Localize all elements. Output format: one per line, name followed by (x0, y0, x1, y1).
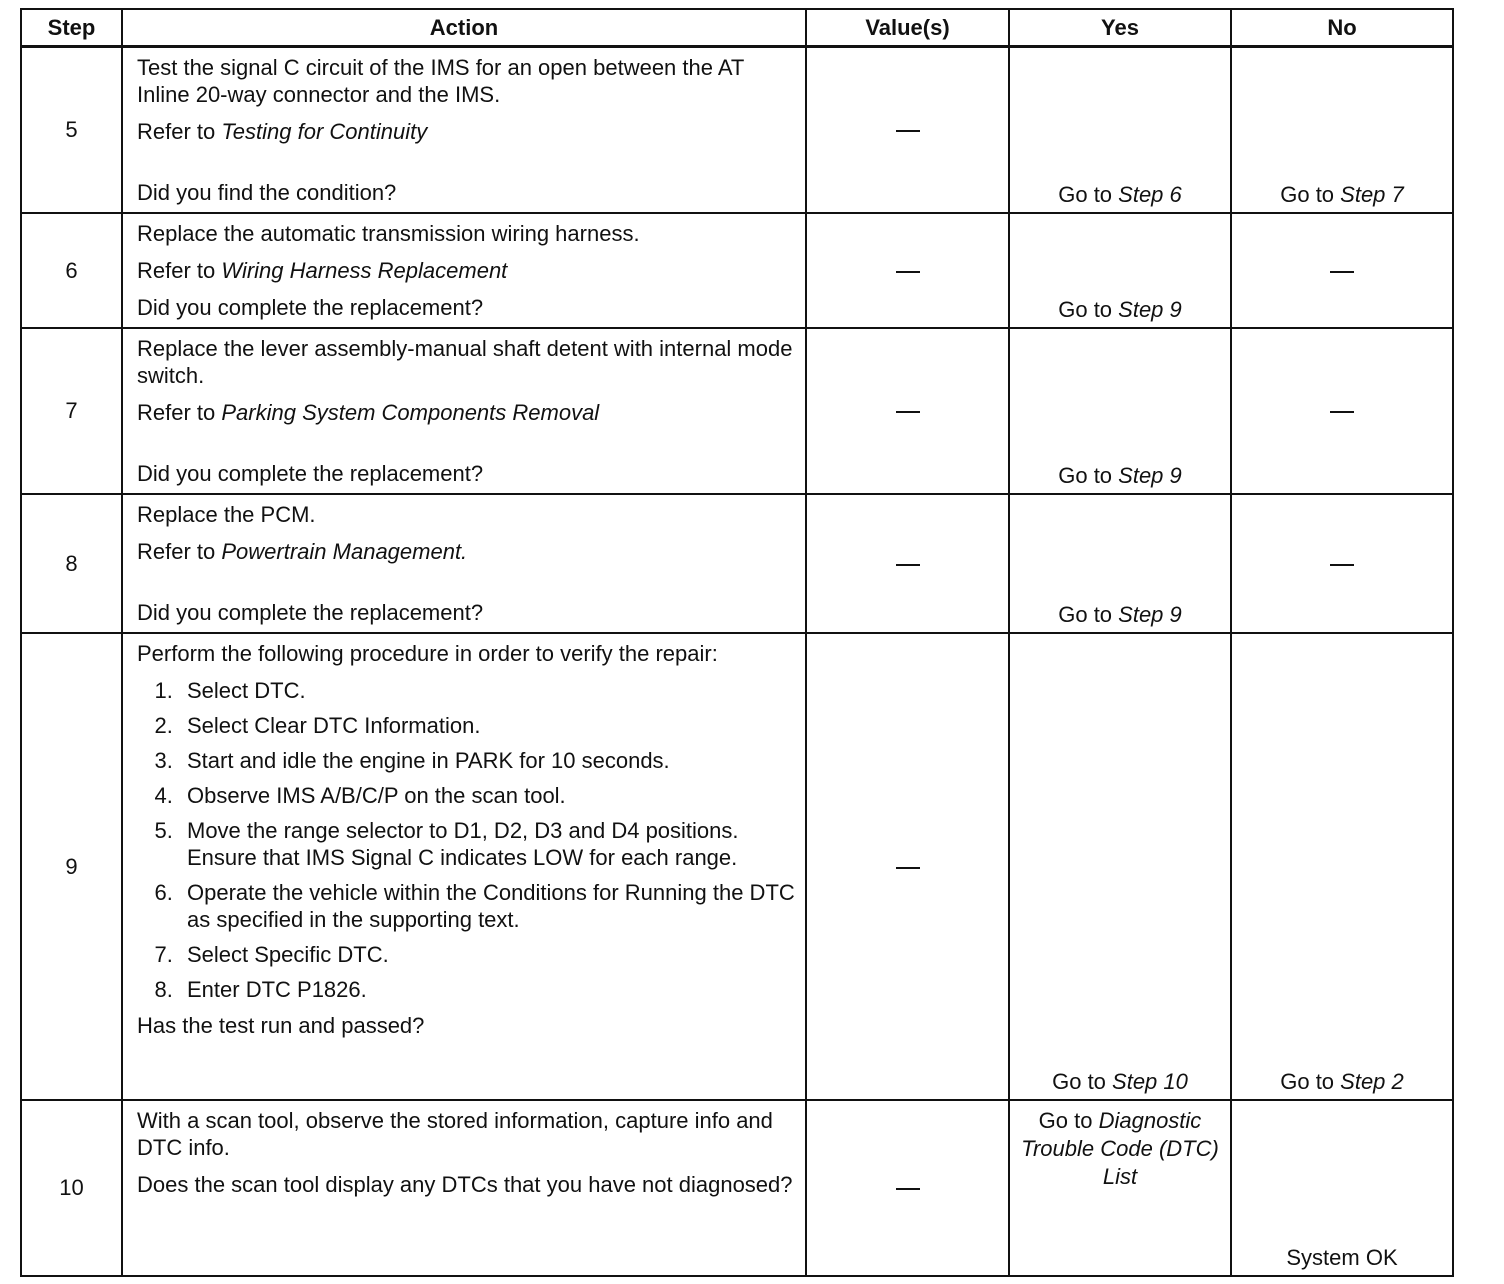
refer-line: Refer to Powertrain Management. (137, 539, 468, 564)
refer-link[interactable]: Powertrain Management. (221, 539, 468, 564)
dash-mark (1330, 271, 1354, 273)
action-cell (122, 213, 806, 328)
dash-mark (896, 271, 920, 273)
question-text: Did you complete the replacement? (137, 600, 484, 625)
header-no: No (1231, 9, 1453, 47)
list-item: 8. Enter DTC P1826. (179, 976, 795, 1003)
yes-go-to[interactable]: Go to Step 9 (1058, 463, 1182, 488)
table-row-step-10 (21, 1100, 1453, 1276)
list-item: 3. Start and idle the engine in PARK for 10 seconds. (179, 747, 795, 774)
yes-cell (1009, 328, 1231, 494)
question-text: Did you find the condition? (137, 180, 397, 205)
action-text: Replace the lever assembly-manual shaft detent with internal mode switch. (137, 336, 793, 388)
dash-mark (896, 411, 920, 413)
list-item: 4. Observe IMS A/B/C/P on the scan tool. (179, 782, 795, 809)
list-item: 1. Select DTC. (179, 677, 795, 704)
refer-link[interactable]: Wiring Harness Replacement (221, 258, 508, 283)
question-text: Did you complete the replacement? (137, 461, 484, 486)
step-number: 10 (21, 1100, 122, 1276)
procedure-list (137, 677, 795, 1003)
table-row-step-8 (21, 494, 1453, 633)
action-text: Test the signal C circuit of the IMS for an open between the AT Inline 20-way connector and the IMS. (137, 55, 744, 107)
diagnostic-table (20, 8, 1454, 1277)
action-cell (122, 47, 806, 214)
header-row (21, 9, 1453, 47)
no-cell (1231, 1100, 1453, 1276)
yes-go-to[interactable]: Go to Step 9 (1058, 602, 1182, 627)
dash-mark (896, 130, 920, 132)
dash-mark (1330, 411, 1354, 413)
refer-line: Refer to Wiring Harness Replacement (137, 258, 508, 283)
action-cell (122, 633, 806, 1100)
header-yes: Yes (1009, 9, 1231, 47)
list-item: 5. Move the range selector to D1, D2, D3 and D4 positions. Ensure that IMS Signal C indicates LOW for each range. (179, 817, 795, 871)
list-item: 7. Select Specific DTC. (179, 941, 795, 968)
yes-go-to[interactable]: Go to Step 6 (1058, 182, 1182, 207)
yes-go-to[interactable]: Go to Diagnostic Trouble Code (DTC) List (1021, 1108, 1219, 1189)
question-text: Did you complete the replacement? (137, 295, 484, 320)
system-ok-text: System OK (1286, 1245, 1398, 1270)
dash-mark (1330, 564, 1354, 566)
header-action: Action (122, 9, 806, 47)
refer-line: Refer to Testing for Continuity (137, 119, 428, 144)
yes-cell (1009, 47, 1231, 214)
value-cell (806, 494, 1009, 633)
refer-link[interactable]: Testing for Continuity (221, 119, 428, 144)
action-text: Replace the automatic transmission wiring harness. (137, 221, 640, 246)
yes-cell (1009, 213, 1231, 328)
no-cell (1231, 633, 1453, 1100)
yes-cell (1009, 1100, 1231, 1276)
yes-cell (1009, 494, 1231, 633)
yes-go-to[interactable]: Go to Step 9 (1058, 297, 1182, 322)
action-cell (122, 1100, 806, 1276)
value-cell (806, 633, 1009, 1100)
question-text: Has the test run and passed? (137, 1013, 425, 1038)
value-cell (806, 328, 1009, 494)
value-cell (806, 213, 1009, 328)
value-cell (806, 1100, 1009, 1276)
refer-link[interactable]: Parking System Components Removal (221, 400, 600, 425)
yes-go-to[interactable]: Go to Step 10 (1052, 1069, 1188, 1094)
step-number: 7 (21, 328, 122, 494)
action-text: Replace the PCM. (137, 502, 316, 527)
step-number: 8 (21, 494, 122, 633)
value-cell (806, 47, 1009, 214)
dash-mark (896, 564, 920, 566)
step-number: 5 (21, 47, 122, 214)
action-cell (122, 328, 806, 494)
action-text: Perform the following procedure in order to verify the repair: (137, 641, 718, 666)
table-row-step-5 (21, 47, 1453, 214)
step-number: 9 (21, 633, 122, 1100)
dash-mark (896, 867, 920, 869)
question-text: Does the scan tool display any DTCs that you have not diagnosed? (137, 1172, 793, 1197)
list-item: 6. Operate the vehicle within the Conditions for Running the DTC as specified in the supporting text. (179, 879, 795, 933)
dash-mark (896, 1188, 920, 1190)
action-text: With a scan tool, observe the stored information, capture info and DTC info. (137, 1108, 773, 1160)
yes-cell (1009, 633, 1231, 1100)
table-row-step-7 (21, 328, 1453, 494)
no-cell (1231, 213, 1453, 328)
no-go-to[interactable]: Go to Step 2 (1280, 1069, 1404, 1094)
table-row-step-6 (21, 213, 1453, 328)
table-row-step-9 (21, 633, 1453, 1100)
refer-line: Refer to Parking System Components Removal (137, 400, 600, 425)
no-go-to[interactable]: Go to Step 7 (1280, 182, 1404, 207)
no-cell (1231, 494, 1453, 633)
no-cell (1231, 328, 1453, 494)
header-step: Step (21, 9, 122, 47)
no-cell (1231, 47, 1453, 214)
header-value: Value(s) (806, 9, 1009, 47)
step-number: 6 (21, 213, 122, 328)
list-item: 2. Select Clear DTC Information. (179, 712, 795, 739)
action-cell (122, 494, 806, 633)
